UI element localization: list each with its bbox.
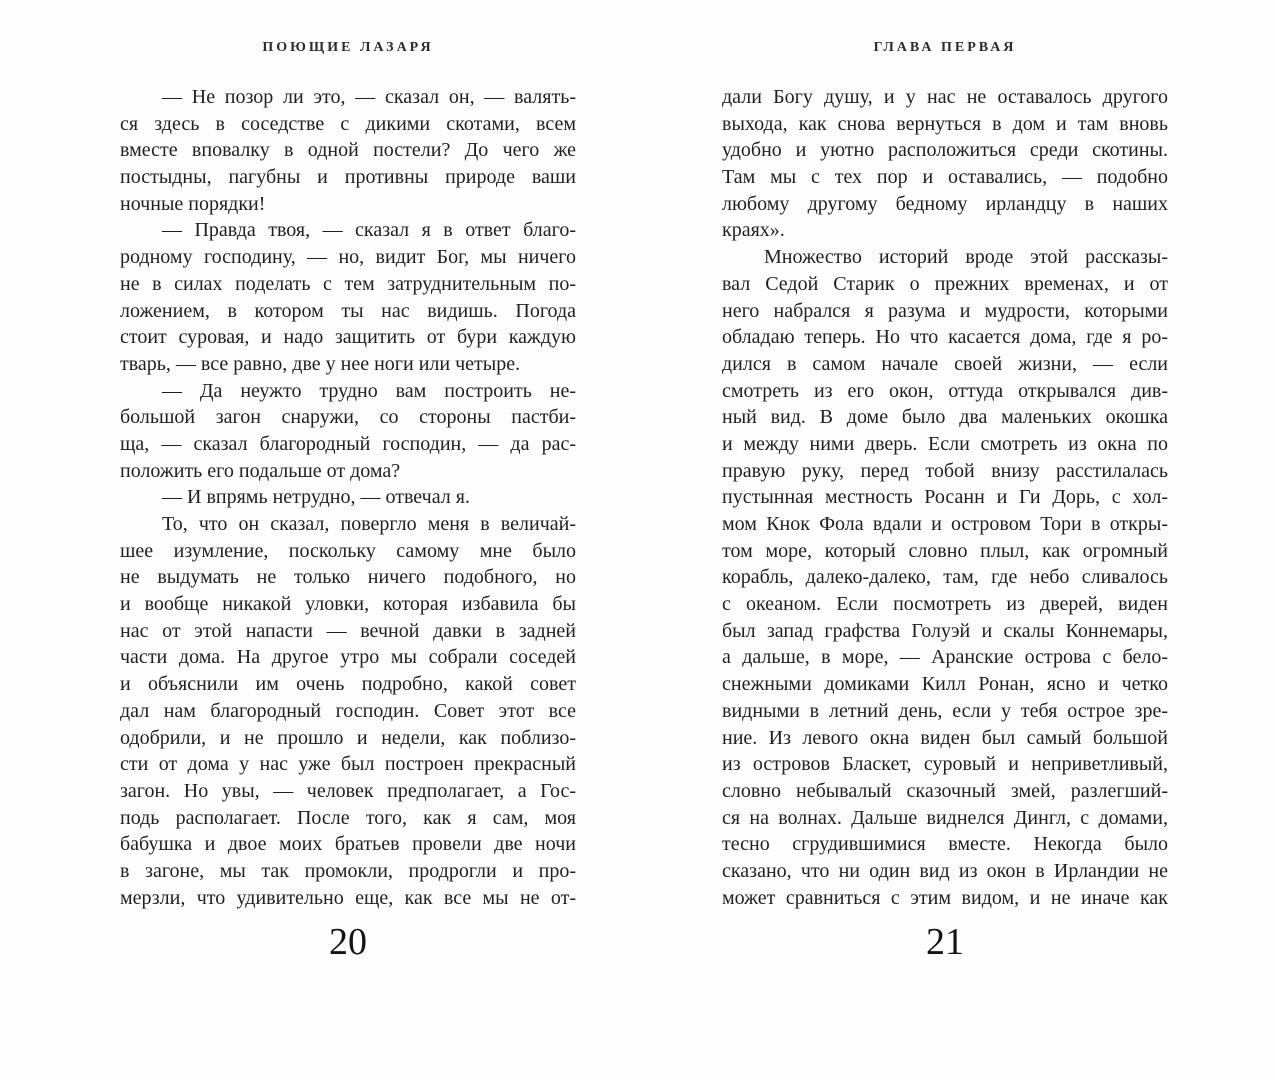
text-line: и вообще никакой уловки, которая избавила бы [120,593,576,616]
text-line: — Правда твоя, — сказал я в ответ благо- [162,219,576,242]
text-line: из островов Бласкет, суровый и неприветливый, [722,753,1168,776]
page-right-body [722,84,1168,911]
text-line: То, что он сказал, повергло меня в величай- [162,513,576,535]
text-line: тесно сгрудившимися вместе. Некогда было [722,833,1168,856]
text-line: дали Богу душу, и у нас не оставалось другого [722,86,1168,108]
text-line: и объяснили им очень подробно, какой совет [120,673,576,696]
text-line: сказано, что ни один вид из окон в Ирландии не [722,859,1168,882]
paragraph [120,84,576,217]
text-line: Множество историй вроде этой рассказы- [764,246,1168,269]
page-left-body [120,84,576,911]
text-line: нас от этой напасти — вечной давки в задней [120,619,576,642]
text-line: корабль, далеко-далеко, там, где небо сливалось [722,566,1168,589]
text-line: сти от дома у нас уже был построен прекрасный [120,753,576,776]
paragraph [722,84,1168,244]
text-line: правую руку, перед тобой внизу расстилалась [722,459,1168,482]
text-line: и между ними дверь. Если смотреть из окна по [722,432,1168,455]
text-line: вал Седой Старик о прежних временах, и от [722,272,1168,295]
page-number-right: 21 [926,921,964,963]
text-line: мерзли, что удивительно еще, как все мы не от- [120,886,576,909]
running-head-left: ПОЮЩИЕ ЛАЗАРЯ [262,40,434,55]
text-line: вместе вповалку в одной постели? До чего же [120,139,576,162]
text-line: бабушка и двое моих братьев провели две ночи [120,833,576,856]
text-line: ся здесь в соседстве с дикими скотами, всем [120,112,576,135]
text-line: мом Кнок Фола вдали и островом Тори в откры- [722,513,1168,535]
text-line: — Да неужто трудно вам построить не- [162,379,576,402]
text-line: ся на волнах. Дальше виднелся Дингл, с домами, [722,806,1168,829]
page-number-left: 20 [329,921,367,963]
text-line: удобно и уютно расположиться среди скотины. [722,139,1168,162]
paragraph [120,217,576,377]
text-line: загон. Но увы, — человек предполагает, а Гос- [120,779,576,802]
text-line: не в силах поделать с тем затруднительным по- [120,272,576,295]
text-line: родному господину, — но, видит Бог, мы ничего [120,246,576,269]
text-line: шее изумление, поскольку самому мне было [120,539,576,562]
text-line: одобрили, и не прошло и недели, как поблизо- [120,726,576,749]
text-line: дал нам благородный господин. Совет этот все [120,699,576,722]
text-line: смотреть из его окон, оттуда открывался див- [722,379,1168,402]
text-line: ный вид. В доме было два маленьких окошка [722,406,1168,429]
text-line: не выдумать не только ничего подобного, но [120,566,576,589]
text-line: него набрался я разума и мудрости, которыми [722,299,1168,322]
text-line: постыдны, пагубны и противны природе ваши [120,166,576,189]
text-line: дился в самом начале своей жизни, — если [722,352,1168,375]
text-line: подь располагает. После того, как я сам, моя [120,806,576,829]
text-line: с океаном. Если посмотреть из дверей, виден [722,593,1168,616]
text-line: обладаю теперь. Но что касается дома, где я ро- [722,326,1168,349]
text-line: ща, — сказал благородный господин, — да рас- [120,432,576,455]
running-head-right: ГЛАВА ПЕРВАЯ [873,40,1017,55]
text-line: — Не позор ли это, — сказал он, — валять- [162,86,576,108]
text-line: видными в летний день, если у тебя острое зре- [722,699,1168,722]
text-line: ночные порядки! [120,192,266,215]
page-right [722,0,1168,1080]
text-line: части дома. На другое утро мы собрали соседей [120,646,576,669]
paragraph [120,511,576,911]
paragraph [120,484,576,511]
text-line: тварь, — все равно, две у нее ноги или четыре. [120,352,521,375]
text-line: может сравниться с этим видом, и не иначе как [722,886,1168,909]
text-line: ложением, в котором ты нас видишь. Погода [120,299,576,322]
text-line: Там мы с тех пор и оставались, — подобно [722,166,1168,189]
text-line: был запад графства Голуэй и скалы Коннемары, [722,619,1168,642]
text-line: пустынная местность Росанн и Ги Дорь, с хол- [722,486,1168,509]
text-line: в загоне, мы так промокли, продрогли и про- [120,859,576,882]
text-line: любому другому бедному ирландцу в наших [722,192,1168,215]
text-line: том море, который словно плыл, как огромный [722,539,1168,562]
text-line: словно небывалый сказочный змей, разлегший- [722,779,1168,802]
paragraph [722,244,1168,911]
text-line: а дальше, в море, — Аранские острова с бело- [722,646,1168,669]
text-line: большой загон снаружи, со стороны пастби- [120,406,576,429]
page-left [120,0,576,1080]
text-line: краях». [722,219,785,242]
text-line: ние. Из левого окна виден был самый большой [722,726,1168,749]
paragraph [120,378,576,485]
text-line: снежными домиками Килл Ронан, ясно и четко [722,673,1168,696]
text-line: положить его подальше от дома? [120,459,401,482]
text-line: — И впрямь нетрудно, — отвечал я. [162,486,470,509]
text-line: выхода, как снова вернуться в дом и там вновь [722,112,1168,135]
text-line: стоит суровая, и надо защитить от бури каждую [120,326,576,349]
